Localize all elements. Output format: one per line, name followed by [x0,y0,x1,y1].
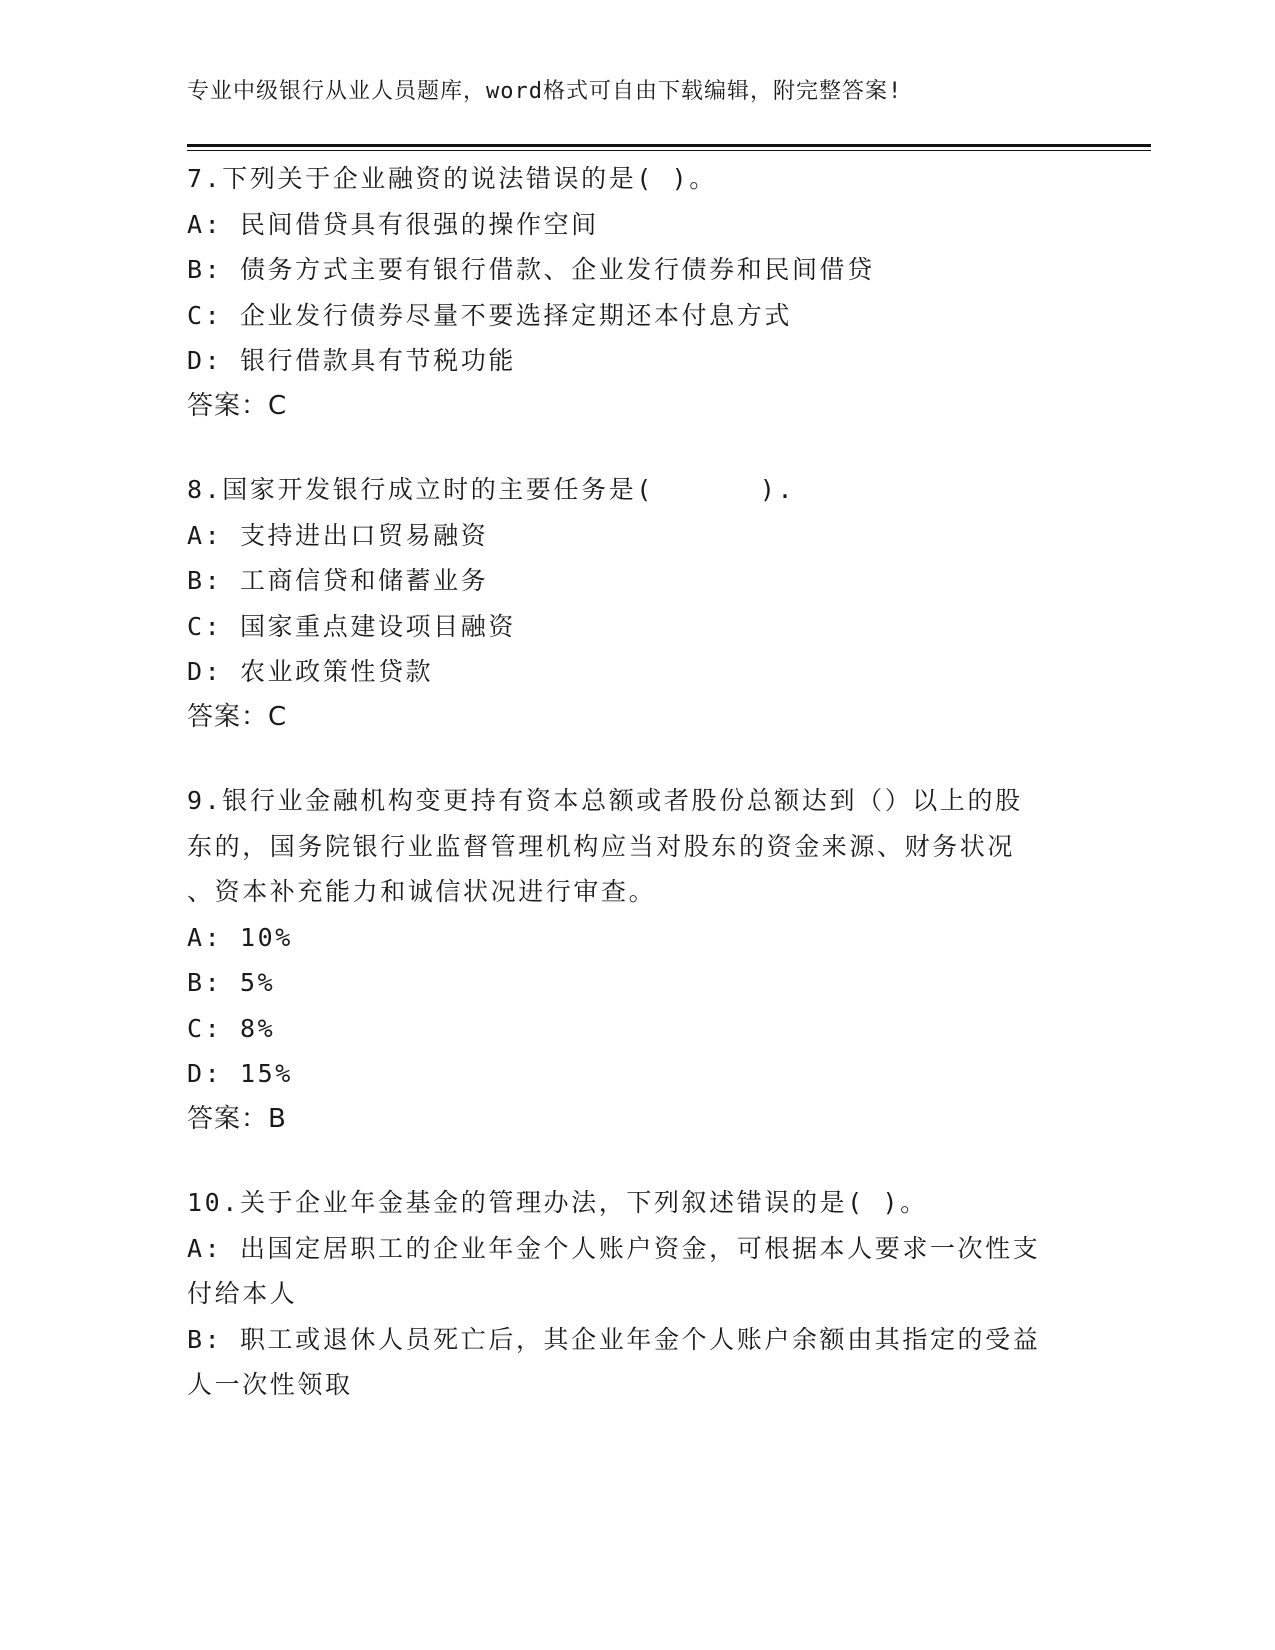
question-7 [187,156,1087,429]
option-c: C: 8% [187,1013,276,1043]
option-a-line-2: 付给本人 [187,1279,298,1308]
option-c: C: 国家重点建设项目融资 [187,611,516,641]
option-d: D: 农业政策性贷款 [187,657,434,686]
answer: 答案：C [187,390,288,421]
header-rule-thick [187,144,1151,147]
option-b: B: 5% [187,968,276,997]
option-d: D: 15% [187,1059,293,1088]
option-b-line-2: 人一次性领取 [187,1370,353,1399]
option-a: A: 民间借贷具有很强的操作空间 [187,209,599,239]
question-stem: 7.下列关于企业融资的说法错误的是( )。 [187,164,717,193]
option-d: D: 银行借款具有节税功能 [187,346,516,375]
option-b-line-1: B: 职工或退休人员死亡后，其企业年金个人账户余额由其指定的受益 [187,1324,1041,1354]
answer: 答案：C [187,701,288,732]
question-8 [187,467,1087,740]
header-rule-thin [187,150,1151,151]
question-stem: 10.关于企业年金基金的管理办法，下列叙述错误的是( )。 [187,1188,928,1217]
question-stem-line-2: 东的，国务院银行业监督管理机构应当对股东的资金来源、财务状况 [187,831,1016,861]
option-a: A: 支持进出口贸易融资 [187,520,489,550]
question-stem: 8.国家开发银行成立时的主要任务是( ). [187,475,796,504]
question-9 [187,778,1087,1142]
option-b: B: 债务方式主要有银行借款、企业发行债券和民间借贷 [187,255,875,284]
page-header: 专业中级银行从业人员题库，word格式可自由下载编辑，附完整答案! [187,79,903,104]
question-10 [187,1180,1087,1408]
question-stem-line-3: 、资本补充能力和诚信状况进行审查。 [187,877,657,906]
option-b: B: 工商信贷和储蓄业务 [187,566,489,595]
option-a: A: 10% [187,922,293,952]
option-c: C: 企业发行债券尽量不要选择定期还本付息方式 [187,300,792,330]
answer: 答案：B [187,1103,287,1134]
question-stem-line-1: 9.银行业金融机构变更持有资本总额或者股份总额达到（）以上的股 [187,786,1023,815]
question-list [187,156,1087,1446]
option-a-line-1: A: 出国定居职工的企业年金个人账户资金，可根据本人要求一次性支 [187,1233,1041,1263]
